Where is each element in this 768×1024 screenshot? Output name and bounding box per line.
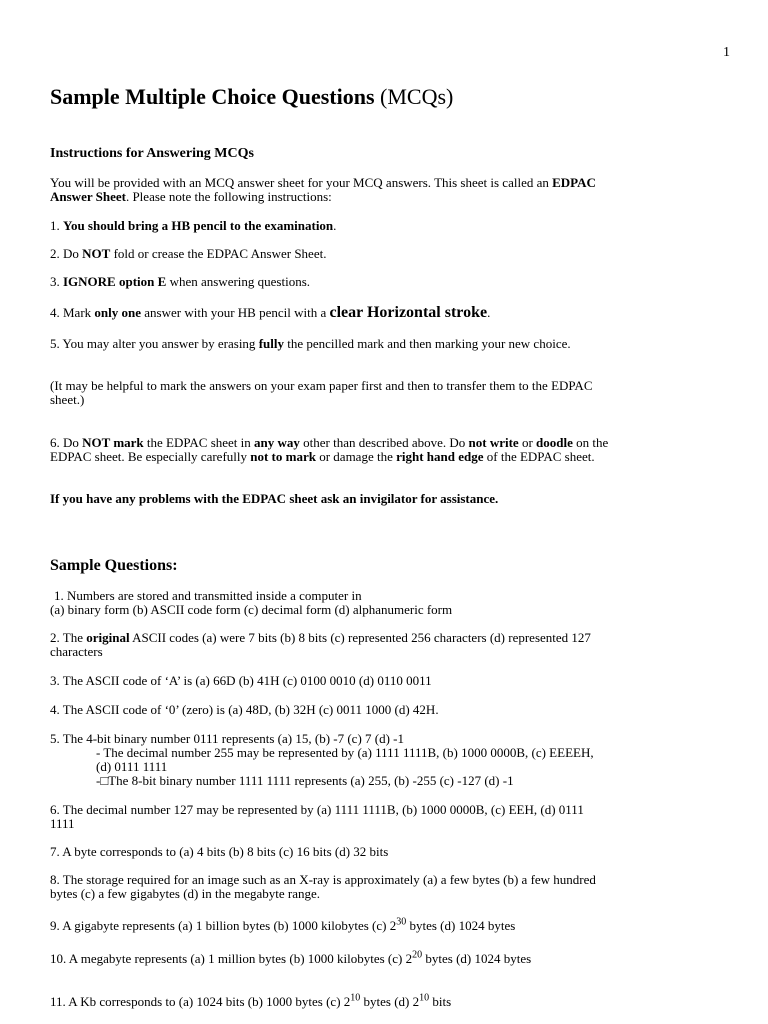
question-8: 8. The storage required for an image such as an X-ray is approximately (a) a few bytes (b) a few hundred bytes (c) a few gigabytes (d) in the megabyte range. (50, 872, 596, 901)
intro-paragraph: You will be provided with an MCQ answer sheet for your MCQ answers. This sheet is called an EDPAC Answer Sheet. Please note the following instructions: (50, 175, 596, 204)
question-3: 3. The ASCII code of ‘A’ is (a) 66D (b) 41H (c) 0100 0010 (d) 0110 0011 (50, 673, 432, 688)
page-title (50, 84, 453, 110)
question-1: 1. Numbers are stored and transmitted inside a computer in (a) binary form (b) ASCII code form (c) decimal form (d) alphanumeric form (50, 588, 453, 617)
question-10: 10. A megabyte represents (a) 1 million bytes (b) 1000 kilobytes (c) $2^{20}$ bytes (d) 1024 bytes (50, 949, 532, 966)
question-5: 5. The 4-bit binary number 0111 represents (a) 15, (b) -7 (c) 7 (d) -1 - The decimal number 255 may be represented by (a) 1111 1111B, (b) 1000 0000B, (c) EEEEH, (d) 0111 1111 -□The 8-bit binary number 1111 1111 represents (a) 255, (b) -255 (c) -127 (d) -1 (50, 731, 594, 788)
sample-questions-heading: Sample Questions: (50, 557, 178, 574)
instruction-5: 5. You may alter you answer by erasing fully the pencilled mark and then marking your new choice. (50, 336, 571, 351)
helpful-note: (It may be helpful to mark the answers on your exam paper first and then to transfer them to the EDPAC sheet.) (50, 378, 593, 407)
page-number: 1 (723, 45, 730, 60)
question-6: 6. The decimal number 127 may be represented by (a) 1111 1111B, (b) 1000 0000B, (c) EEH, (d) 0111 1111 (50, 802, 584, 831)
question-4: 4. The ASCII code of ‘0’ (zero) is (a) 48D, (b) 32H (c) 0011 1000 (d) 42H. (50, 702, 439, 717)
problems-note: If you have any problems with the EDPAC sheet ask an invigilator for assistance. (50, 491, 499, 506)
title-main: Sample Multiple Choice Questions (50, 84, 381, 109)
question-2: 2. The original ASCII codes (a) were 7 bits (b) 8 bits (c) represented 256 characters (d) represented 127 characters (50, 630, 591, 659)
instruction-6: 6. Do NOT mark the EDPAC sheet in any way other than described above. Do not write or doodle on the EDPAC sheet. Be especially carefully not to mark or damage the right hand edge of the EDPAC sheet. (50, 435, 609, 464)
question-9: 9. A gigabyte represents (a) 1 billion bytes (b) 1000 kilobytes (c) $2^{30}$ bytes (d) 1024 bytes (50, 916, 516, 933)
instructions-heading: Instructions for Answering MCQs (50, 146, 254, 161)
instruction-4: 4. Mark only one answer with your HB pencil with a clear Horizontal stroke. (50, 304, 491, 321)
question-11: 11. A Kb corresponds to (a) 1024 bits (b) 1000 bytes (c) $2^{10}$ bytes (d) $2^{10}$ bits (50, 992, 452, 1009)
question-7: 7. A byte corresponds to (a) 4 bits (b) 8 bits (c) 16 bits (d) 32 bits (50, 844, 389, 859)
instruction-1: 1. You should bring a HB pencil to the examination. (50, 218, 337, 233)
instruction-2: 2. Do NOT fold or crease the EDPAC Answer Sheet. (50, 246, 327, 261)
instruction-3: 3. IGNORE option E when answering questions. (50, 274, 311, 289)
title-paren: (MCQs) (380, 84, 454, 109)
